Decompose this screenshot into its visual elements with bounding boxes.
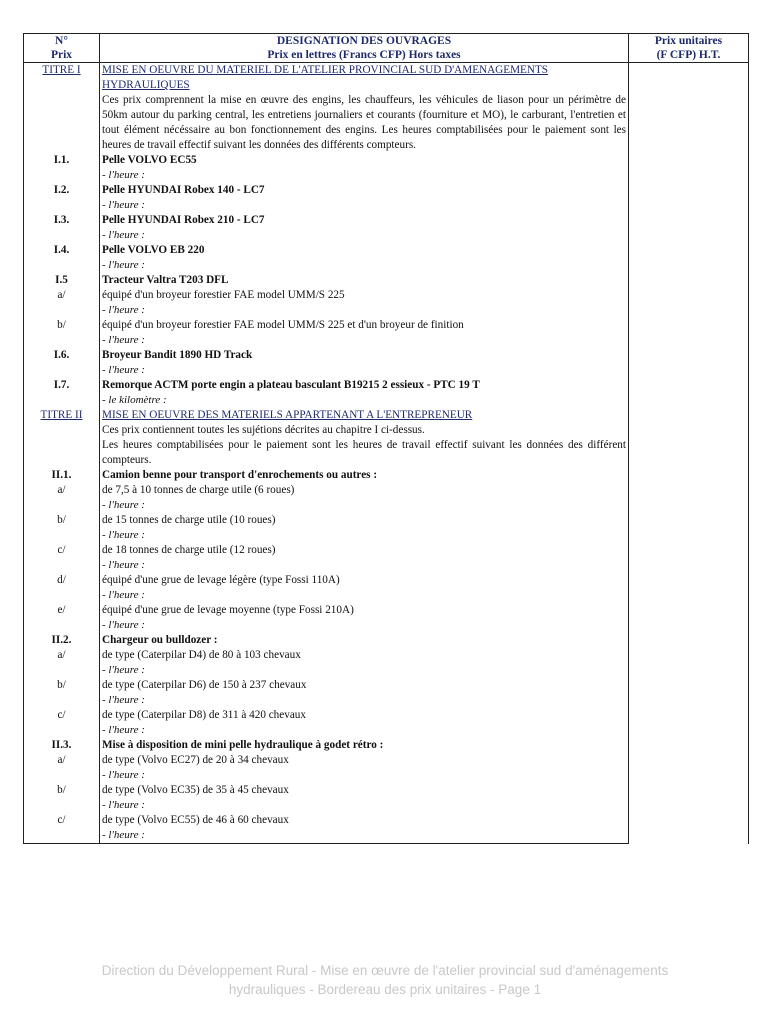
table-row — [24, 618, 749, 633]
row-number — [24, 228, 100, 243]
table-row — [24, 363, 749, 378]
table-row — [24, 663, 749, 678]
table-row — [24, 153, 749, 168]
unit-label: - l'heure : — [100, 528, 629, 543]
row-number — [24, 588, 100, 603]
table-row — [24, 678, 749, 693]
table-row — [24, 558, 749, 573]
description-text: Ces prix comprennent la mise en œuvre des engins, les chauffeurs, les véhicules de liason pour un périmètre de 50km autour du parking central, les entretiens journaliers et courants (fourniture et MO), le carburant, l'entretien et tout élément nécéssaire au bon fonctionnement des engins. Les heures comptabilisées pour le paiement sont les heures de travail effectif suivant les données des différents compteurs. — [100, 93, 629, 153]
table-row — [24, 393, 749, 408]
unit-price-cell — [629, 498, 749, 513]
table-row — [24, 378, 749, 393]
row-number — [24, 693, 100, 708]
unit-label: - le kilomètre : — [100, 393, 629, 408]
table-row — [24, 603, 749, 618]
unit-label: - l'heure : — [100, 303, 629, 318]
table-row — [24, 213, 749, 228]
item-variant: de 18 tonnes de charge utile (12 roues) — [100, 543, 629, 558]
unit-price-cell — [629, 543, 749, 558]
unit-price-cell — [629, 708, 749, 723]
unit-label: - l'heure : — [100, 618, 629, 633]
row-number: II.3. — [24, 738, 100, 753]
row-number — [24, 528, 100, 543]
unit-price-cell — [629, 828, 749, 844]
unit-price-cell — [629, 528, 749, 543]
row-number: c/ — [24, 708, 100, 723]
unit-label: - l'heure : — [100, 498, 629, 513]
unit-price-cell — [629, 663, 749, 678]
table-row — [24, 828, 749, 844]
unit-price-cell — [629, 738, 749, 753]
row-number: I.5 — [24, 273, 100, 288]
unit-price-cell — [629, 378, 749, 393]
row-number — [24, 768, 100, 783]
item-title: Camion benne pour transport d'enrochements ou autres : — [100, 468, 629, 483]
page-footer — [0, 961, 770, 999]
header-num-line2: Prix — [50, 49, 73, 61]
row-number — [24, 558, 100, 573]
item-title: Mise à disposition de mini pelle hydraulique à godet rétro : — [100, 738, 629, 753]
unit-price-cell — [629, 183, 749, 198]
row-number — [24, 303, 100, 318]
table-row — [24, 318, 749, 333]
table-row — [24, 588, 749, 603]
unit-price-cell — [629, 333, 749, 348]
row-number — [24, 618, 100, 633]
table-row — [24, 723, 749, 738]
unit-price-cell — [629, 363, 749, 378]
row-number — [24, 363, 100, 378]
price-table — [23, 33, 749, 844]
row-number: b/ — [24, 318, 100, 333]
table-row — [24, 63, 749, 94]
table-row — [24, 423, 749, 438]
section-title: MISE EN OEUVRE DU MATERIEL DE L'ATELIER PROVINCIAL SUD D'AMENAGEMENTS HYDRAULIQUES — [100, 63, 629, 94]
unit-price-cell — [629, 678, 749, 693]
row-number: I.7. — [24, 378, 100, 393]
unit-price-cell — [629, 168, 749, 183]
item-variant: équipé d'un broyeur forestier FAE model UMM/S 225 — [100, 288, 629, 303]
header-num-line1: N° — [55, 35, 68, 47]
table-row — [24, 798, 749, 813]
header-num-col — [24, 34, 100, 63]
item-variant: de 7,5 à 10 tonnes de charge utile (6 roues) — [100, 483, 629, 498]
row-number — [24, 393, 100, 408]
row-number: I.6. — [24, 348, 100, 363]
unit-price-cell — [629, 558, 749, 573]
footer-line1: Direction du Développement Rural - Mise en œuvre de l'atelier provincial sud d'aménagements — [101, 963, 669, 978]
unit-price-cell — [629, 63, 749, 94]
row-number: b/ — [24, 678, 100, 693]
unit-price-cell — [629, 408, 749, 423]
row-number: a/ — [24, 288, 100, 303]
table-row — [24, 528, 749, 543]
row-number: a/ — [24, 753, 100, 768]
row-number — [24, 258, 100, 273]
item-variant: équipé d'un broyeur forestier FAE model UMM/S 225 et d'un broyeur de finition — [100, 318, 629, 333]
row-number: c/ — [24, 813, 100, 828]
section-title: MISE EN OEUVRE DES MATERIELS APPARTENANT A L'ENTREPRENEUR — [100, 408, 629, 423]
description-text: Ces prix contiennent toutes les sujétions décrites au chapitre I ci-dessus. — [100, 423, 629, 438]
row-number — [24, 93, 100, 153]
table-row — [24, 93, 749, 153]
table-row — [24, 738, 749, 753]
item-title: Pelle VOLVO EC55 — [100, 153, 629, 168]
unit-label: - l'heure : — [100, 723, 629, 738]
table-row — [24, 183, 749, 198]
unit-label: - l'heure : — [100, 258, 629, 273]
unit-price-cell — [629, 93, 749, 153]
row-number: c/ — [24, 543, 100, 558]
table-row — [24, 228, 749, 243]
item-title: Broyeur Bandit 1890 HD Track — [100, 348, 629, 363]
unit-price-cell — [629, 258, 749, 273]
table-row — [24, 693, 749, 708]
item-variant: de type (Volvo EC55) de 46 à 60 chevaux — [100, 813, 629, 828]
unit-price-cell — [629, 603, 749, 618]
unit-price-cell — [629, 633, 749, 648]
row-number: b/ — [24, 783, 100, 798]
row-number — [24, 828, 100, 844]
table-row — [24, 513, 749, 528]
unit-price-cell — [629, 423, 749, 438]
row-number: d/ — [24, 573, 100, 588]
row-number: I.1. — [24, 153, 100, 168]
header-price-line2: (F CFP) H.T. — [656, 49, 721, 61]
table-row — [24, 288, 749, 303]
row-number — [24, 663, 100, 678]
description-text: Les heures comptabilisées pour le paiement sont les heures de travail effectif suivant les données des différent compteurs. — [100, 438, 629, 468]
table-row — [24, 783, 749, 798]
unit-price-cell — [629, 573, 749, 588]
item-title: Pelle HYUNDAI Robex 210 - LC7 — [100, 213, 629, 228]
unit-price-cell — [629, 483, 749, 498]
unit-price-cell — [629, 348, 749, 363]
row-number: TITRE II — [24, 408, 100, 423]
unit-price-cell — [629, 723, 749, 738]
item-variant: équipé d'une grue de levage légère (type Fossi 110A) — [100, 573, 629, 588]
unit-label: - l'heure : — [100, 693, 629, 708]
row-number: I.3. — [24, 213, 100, 228]
table-row — [24, 168, 749, 183]
table-row — [24, 543, 749, 558]
table-row — [24, 273, 749, 288]
item-variant: de type (Caterpilar D8) de 311 à 420 chevaux — [100, 708, 629, 723]
unit-price-cell — [629, 468, 749, 483]
table-row — [24, 468, 749, 483]
unit-price-cell — [629, 198, 749, 213]
table-row — [24, 573, 749, 588]
unit-price-cell — [629, 813, 749, 828]
unit-price-cell — [629, 438, 749, 468]
row-number — [24, 333, 100, 348]
unit-label: - l'heure : — [100, 588, 629, 603]
unit-price-cell — [629, 273, 749, 288]
unit-label: - l'heure : — [100, 198, 629, 213]
row-number: I.2. — [24, 183, 100, 198]
unit-price-cell — [629, 153, 749, 168]
price-schedule — [23, 33, 748, 844]
unit-price-cell — [629, 588, 749, 603]
table-row — [24, 333, 749, 348]
unit-price-cell — [629, 393, 749, 408]
unit-price-cell — [629, 288, 749, 303]
header-designation-line1: DESIGNATION DES OUVRAGES — [276, 35, 452, 47]
row-number — [24, 723, 100, 738]
table-row — [24, 408, 749, 423]
table-row — [24, 753, 749, 768]
unit-label: - l'heure : — [100, 333, 629, 348]
unit-price-cell — [629, 753, 749, 768]
table-row — [24, 768, 749, 783]
row-number: II.1. — [24, 468, 100, 483]
header-designation-col — [100, 34, 629, 63]
unit-label: - l'heure : — [100, 228, 629, 243]
table-row — [24, 303, 749, 318]
row-number — [24, 198, 100, 213]
unit-label: - l'heure : — [100, 663, 629, 678]
unit-price-cell — [629, 513, 749, 528]
unit-price-cell — [629, 693, 749, 708]
table-row — [24, 813, 749, 828]
row-number — [24, 798, 100, 813]
table-row — [24, 483, 749, 498]
unit-price-cell — [629, 303, 749, 318]
unit-price-cell — [629, 243, 749, 258]
item-title: Pelle HYUNDAI Robex 140 - LC7 — [100, 183, 629, 198]
table-row — [24, 708, 749, 723]
row-number: b/ — [24, 513, 100, 528]
item-variant: de 15 tonnes de charge utile (10 roues) — [100, 513, 629, 528]
unit-label: - l'heure : — [100, 168, 629, 183]
item-variant: équipé d'une grue de levage moyenne (type Fossi 210A) — [100, 603, 629, 618]
table-row — [24, 198, 749, 213]
table-header — [24, 34, 749, 63]
footer-line2: hydrauliques - Bordereau des prix unitaires - Page 1 — [228, 982, 542, 997]
table-row — [24, 648, 749, 663]
row-number: TITRE I — [24, 63, 100, 94]
item-variant: de type (Caterpilar D4) de 80 à 103 chevaux — [100, 648, 629, 663]
unit-price-cell — [629, 648, 749, 663]
item-title: Tracteur Valtra T203 DFL — [100, 273, 629, 288]
unit-label: - l'heure : — [100, 363, 629, 378]
row-number — [24, 498, 100, 513]
unit-price-cell — [629, 783, 749, 798]
unit-label: - l'heure : — [100, 798, 629, 813]
table-row — [24, 258, 749, 273]
unit-label: - l'heure : — [100, 768, 629, 783]
row-number: a/ — [24, 483, 100, 498]
table-row — [24, 438, 749, 468]
item-title: Chargeur ou bulldozer : — [100, 633, 629, 648]
row-number: II.2. — [24, 633, 100, 648]
unit-label: - l'heure : — [100, 828, 629, 844]
header-price-col — [629, 34, 749, 63]
item-variant: de type (Volvo EC27) de 20 à 34 chevaux — [100, 753, 629, 768]
table-row — [24, 348, 749, 363]
unit-price-cell — [629, 618, 749, 633]
row-number: I.4. — [24, 243, 100, 258]
row-number: a/ — [24, 648, 100, 663]
row-number — [24, 438, 100, 468]
item-variant: de type (Volvo EC35) de 35 à 45 chevaux — [100, 783, 629, 798]
table-row — [24, 243, 749, 258]
row-number — [24, 168, 100, 183]
item-variant: de type (Caterpilar D6) de 150 à 237 chevaux — [100, 678, 629, 693]
header-price-line1: Prix unitaires — [654, 35, 723, 47]
table-row — [24, 633, 749, 648]
row-number — [24, 423, 100, 438]
unit-price-cell — [629, 798, 749, 813]
table-row — [24, 498, 749, 513]
item-title: Pelle VOLVO EB 220 — [100, 243, 629, 258]
row-number: e/ — [24, 603, 100, 618]
unit-price-cell — [629, 318, 749, 333]
unit-price-cell — [629, 213, 749, 228]
table-body — [24, 63, 749, 844]
item-title: Remorque ACTM porte engin a plateau basculant B19215 2 essieux - PTC 19 T — [100, 378, 629, 393]
unit-price-cell — [629, 228, 749, 243]
unit-price-cell — [629, 768, 749, 783]
header-designation-line2: Prix en lettres (Francs CFP) Hors taxes — [267, 49, 461, 61]
unit-label: - l'heure : — [100, 558, 629, 573]
